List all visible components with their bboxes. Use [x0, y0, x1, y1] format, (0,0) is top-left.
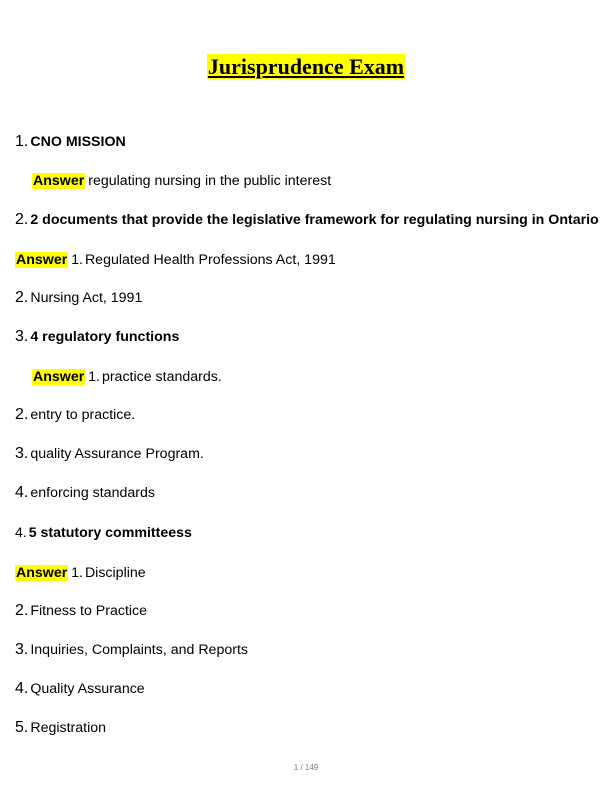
list-number: 1.	[71, 564, 83, 580]
answer-text: regulating nursing in the public interest	[88, 173, 332, 189]
answer-2-item-2	[15, 289, 142, 307]
page-title	[0, 54, 612, 80]
list-number: 3.	[15, 641, 29, 658]
list-number: 5.	[15, 719, 29, 736]
answer-text: Nursing Act, 1991	[30, 290, 143, 306]
question-4	[15, 523, 192, 542]
question-number: 2.	[15, 211, 29, 228]
answer-text: practice standards.	[101, 369, 222, 385]
answer-3-item-1	[32, 367, 222, 386]
answer-text: Registration	[30, 720, 107, 736]
list-number: 1.	[88, 368, 100, 384]
list-number: 3.	[15, 445, 29, 462]
answer-3-item-4	[15, 484, 155, 502]
question-text: 4 regulatory functions	[30, 329, 180, 345]
answer-label: Answer	[16, 565, 68, 581]
answer-4-item-4	[15, 680, 145, 698]
answer-text: Discipline	[84, 565, 146, 581]
list-number: 4.	[15, 484, 29, 501]
question-number: 4.	[15, 524, 27, 540]
answer-text: quality Assurance Program.	[30, 446, 204, 462]
question-3	[15, 328, 179, 346]
answer-text: Regulated Health Professions Act, 1991	[84, 252, 336, 268]
answer-label: Answer	[33, 173, 85, 189]
list-number: 1.	[71, 251, 83, 267]
question-text: 5 statutory committeess	[28, 525, 192, 541]
list-number: 2.	[15, 406, 29, 423]
answer-4-item-1	[15, 563, 146, 582]
answer-3-item-3	[15, 445, 204, 463]
answer-text: Fitness to Practice	[30, 603, 148, 619]
answer-text: enforcing standards	[30, 485, 155, 501]
answer-text: Inquiries, Complaints, and Reports	[30, 642, 248, 658]
answer-label: Answer	[16, 252, 68, 268]
list-number: 4.	[15, 680, 29, 697]
question-text: 2 documents that provide the legislative framework for regulating nursing in Ontario	[30, 212, 599, 228]
question-number: 1.	[15, 133, 29, 150]
question-1	[15, 133, 126, 151]
answer-4-item-5	[15, 719, 106, 737]
list-number: 2.	[15, 602, 29, 619]
answer-1	[32, 172, 331, 190]
answer-text: entry to practice.	[30, 407, 136, 423]
answer-label: Answer	[33, 369, 85, 385]
answer-3-item-2	[15, 406, 135, 424]
list-number: 2.	[15, 289, 29, 306]
question-2	[15, 211, 599, 229]
answer-4-item-3	[15, 641, 248, 659]
answer-2-item-1	[15, 250, 336, 269]
answer-text: Quality Assurance	[30, 681, 145, 697]
question-text: CNO MISSION	[30, 134, 126, 150]
page-title-text: Jurisprudence Exam	[207, 54, 405, 79]
page-number: 1 / 149	[293, 763, 319, 772]
question-number: 3.	[15, 328, 29, 345]
answer-4-item-2	[15, 602, 147, 620]
